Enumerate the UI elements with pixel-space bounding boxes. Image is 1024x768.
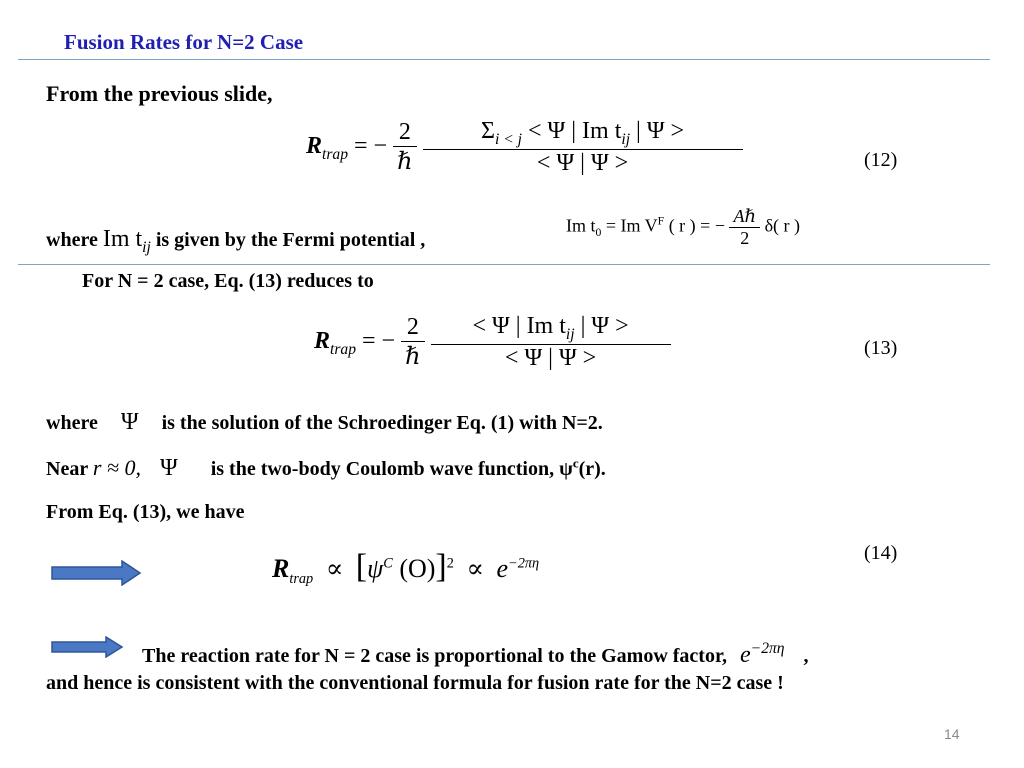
- eq12-coefficient: $\frac{2}{\text{ℏ}}$: [393, 119, 416, 176]
- conclusion-line-1: The reaction rate for N = 2 case is proportional to the Gamow factor, $e^{-2\pi\eta}$ ,: [142, 640, 809, 668]
- right-arrow-icon: [50, 560, 142, 586]
- eq14-label: (14): [864, 542, 898, 564]
- near-condition: r ≈ 0,: [92, 455, 141, 480]
- eq13-lhs: $R_{trap}$: [314, 327, 357, 358]
- fermi-potential-equation: Im $t_0 = Im$ $V^F$ ( r ) = − $\frac{\text{Aℏ}}{2}$ δ( r ): [566, 206, 801, 248]
- eq12-fraction: $\frac{\Sigma_{i < j} < \Psi | Im t_{ij} | \Psi >}{< \Psi | \Psi >}$: [423, 118, 743, 177]
- page-number: 14: [944, 726, 960, 742]
- eq13-fraction: $\frac{< \Psi | Im t_{ij} | \Psi >}{< \Psi | \Psi >}$: [431, 313, 671, 372]
- eq13-label: (13): [864, 337, 898, 359]
- section-divider: [18, 264, 990, 265]
- eq14-lhs: $R_{trap}$: [272, 554, 314, 588]
- eq13-equals: = −: [362, 327, 396, 354]
- eq12-lhs: $R_{trap}$: [306, 132, 349, 163]
- conclusion-line-2: and hence is consistent with the conventional formula for fusion rate for the N=2 case !: [46, 672, 784, 694]
- right-arrow-icon-2: [50, 636, 124, 658]
- gamow-factor: $e^{-2\pi\eta}$: [740, 640, 785, 668]
- eq13-coefficient: $\frac{2}{\text{ℏ}}$: [401, 314, 424, 371]
- psi-symbol-2: Ψ: [159, 455, 178, 481]
- where-fermi-line: where Im $t_{ij}$ is given by the Fermi potential ,: [46, 226, 426, 256]
- psi-symbol: Ψ: [120, 409, 139, 435]
- title-divider: [18, 59, 990, 60]
- eq12-label: (12): [864, 149, 898, 171]
- near-line: Near r ≈ 0, Ψ is the two-body Coulomb wave function, $\psi^c(r)$.: [46, 455, 606, 481]
- eq12-equals: = −: [354, 132, 388, 159]
- equation-13: [314, 313, 671, 372]
- im-tij-term: Im $t_{ij}$: [102, 226, 151, 256]
- case-line: For N = 2 case, Eq. (13) reduces to: [82, 270, 374, 292]
- equation-14: $R_{trap} \propto [\psi^C$ $(O)]^2 \propto e^{-2\pi\eta}$: [272, 548, 540, 588]
- slide-title: Fusion Rates for N=2 Case: [64, 30, 304, 54]
- from-eq-line: From Eq. (13), we have: [46, 501, 245, 523]
- where-psi-line: where Ψ is the solution of the Schroedinger Eq. (1) with N=2.: [46, 409, 603, 435]
- equation-12: [306, 118, 743, 177]
- intro-text: From the previous slide,: [46, 81, 273, 106]
